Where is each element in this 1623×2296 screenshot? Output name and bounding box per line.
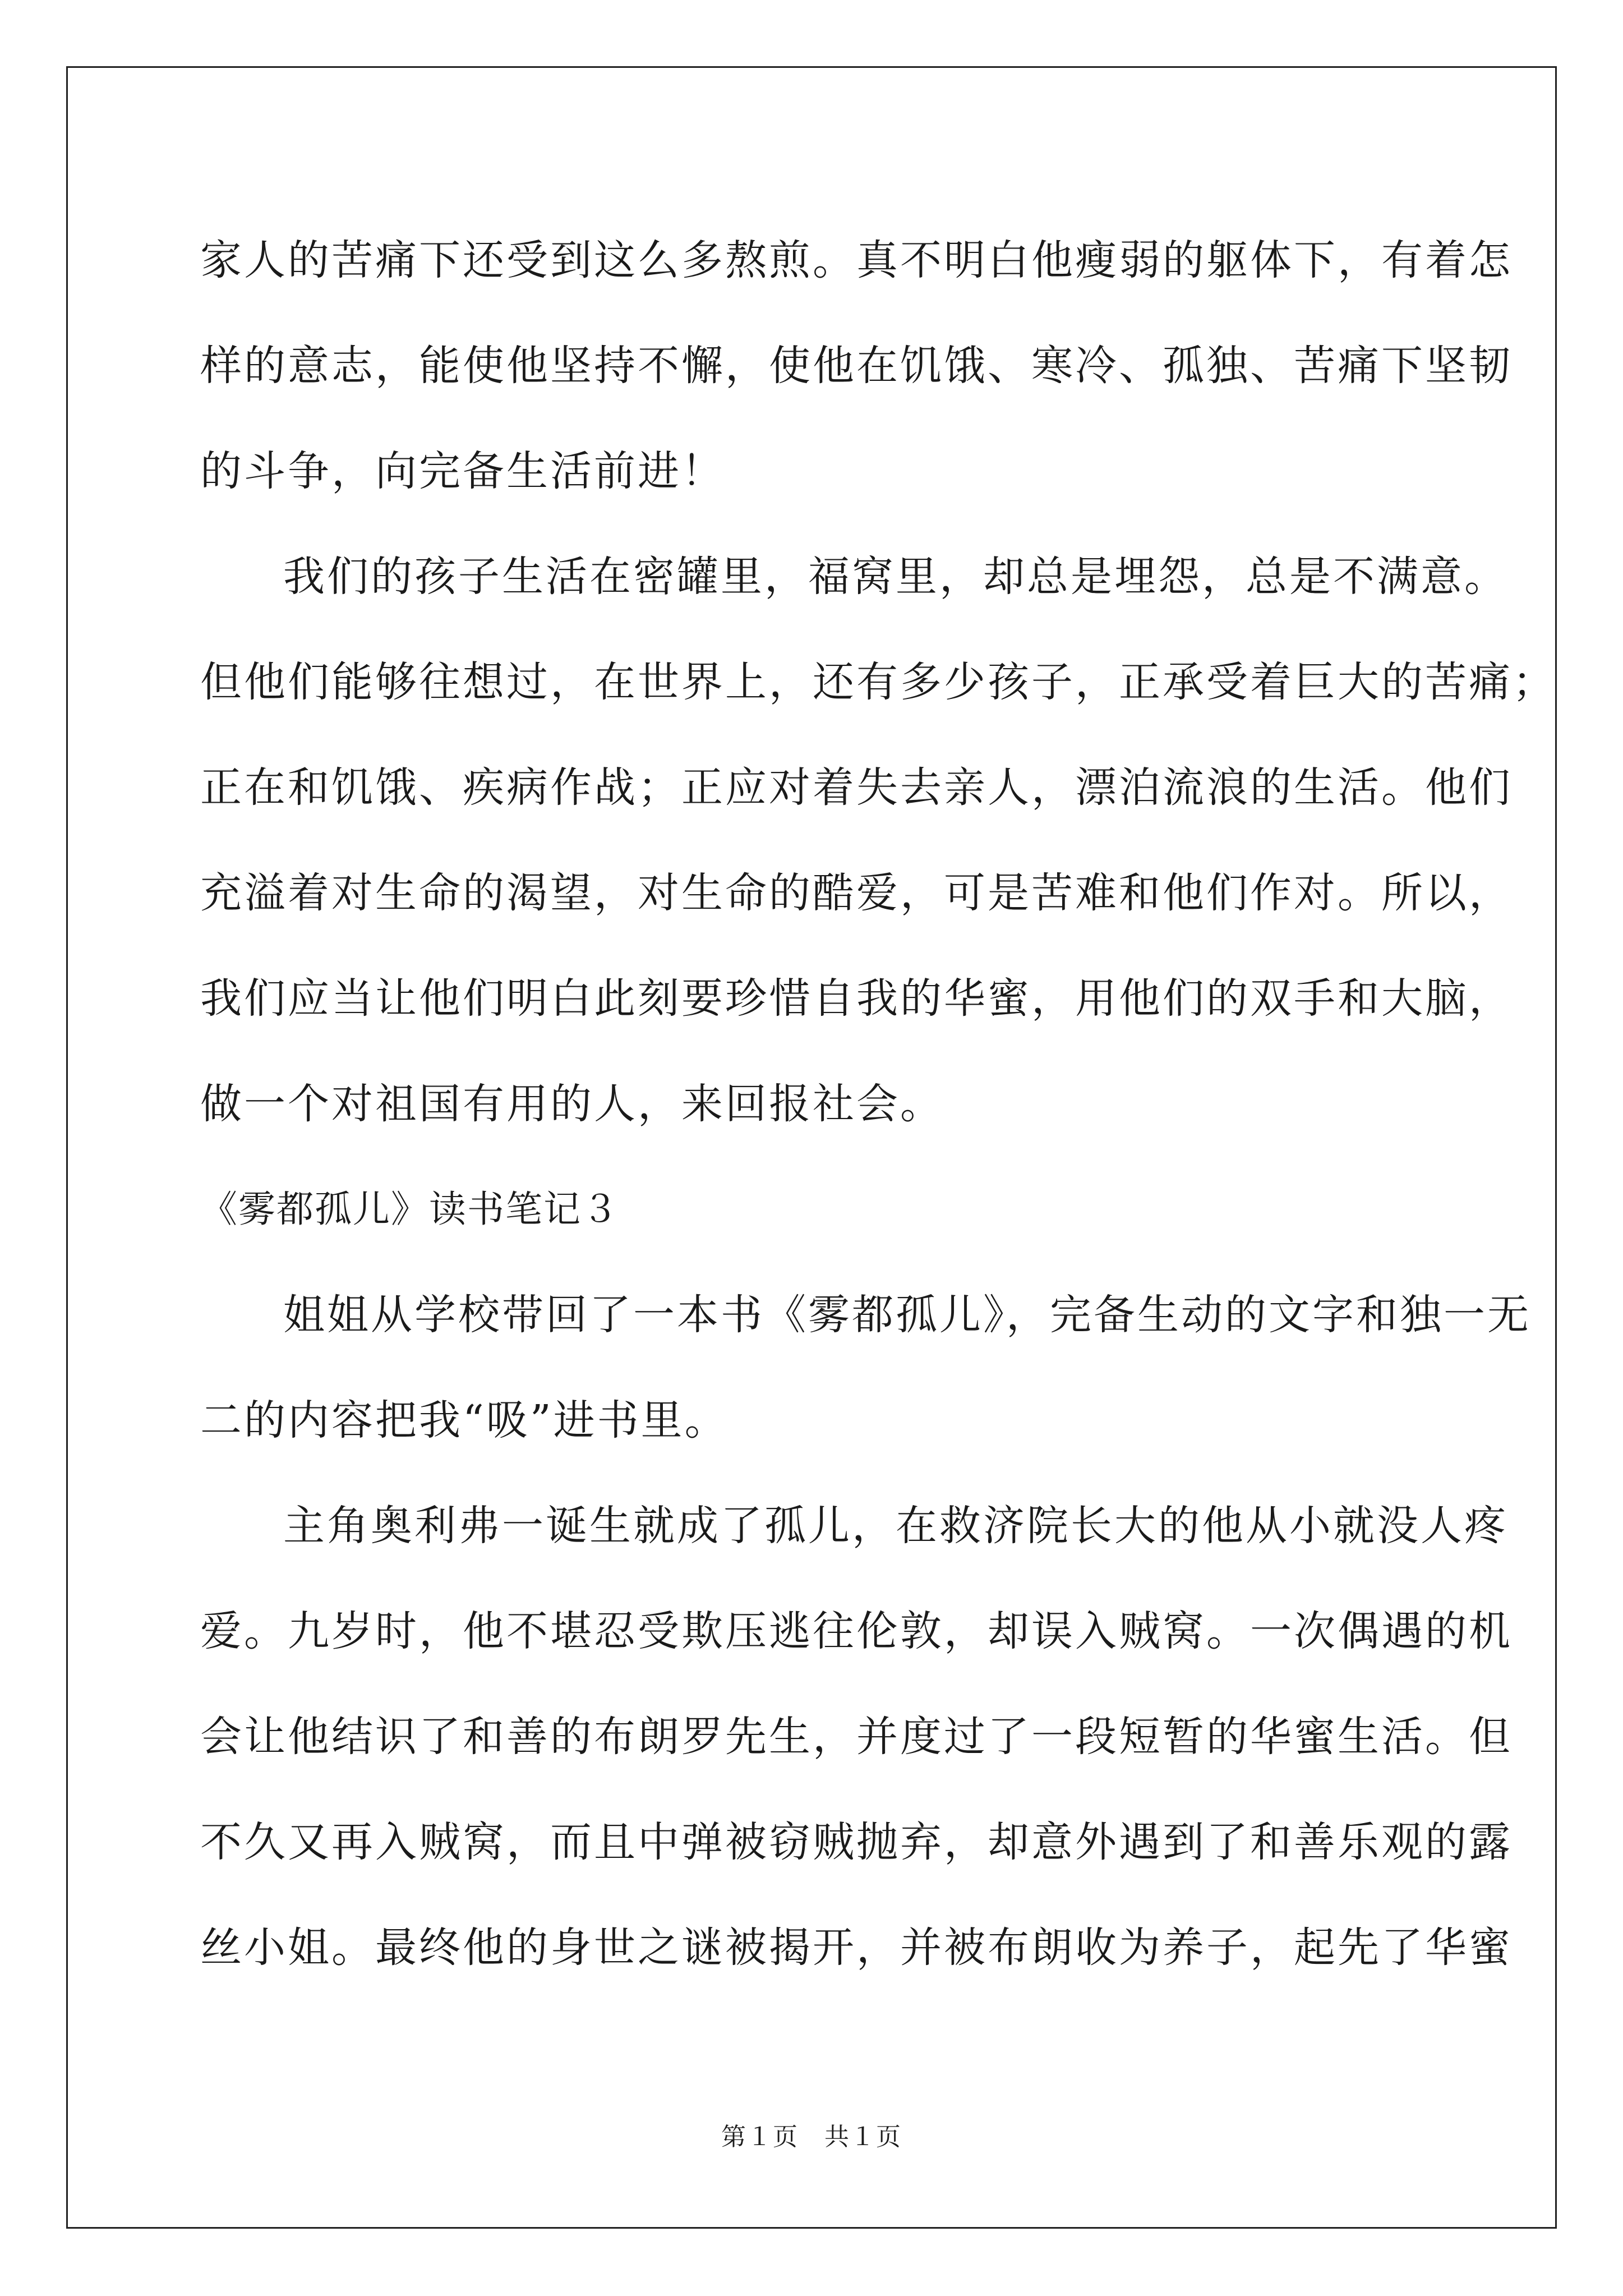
- text-line: 做一个对祖国有用的人，来回报社会。: [200, 1080, 944, 1128]
- paragraph-first-line: 我们的孩子生活在密罐里，福窝里，却总是埋怨，总是不满意。: [283, 553, 1508, 601]
- text-line: 爱。九岁时，他不堪忍受欺压逃往伦敦，却误入贼窝。一次偶遇的机: [200, 1607, 1513, 1655]
- text-line: 的斗争，向完备生活前进！: [200, 447, 725, 495]
- page-number: 第１页 共１页: [721, 2123, 902, 2151]
- text-line: 但他们能够往想过，在世界上，还有多少孩子，正承受着巨大的苦痛；: [200, 658, 1556, 706]
- text-line: 我们应当让他们明白此刻要珍惜自我的华蜜，用他们的双手和大脑，: [200, 974, 1513, 1023]
- text-line: 正在和饥饿、疾病作战；正应对着失去亲人，漂泊流浪的生活。他们: [200, 763, 1513, 812]
- text-line: 会让他结识了和善的布朗罗先生，并度过了一段短暂的华蜜生活。但: [200, 1713, 1513, 1761]
- paragraph-first-line: 姐姐从学校带回了一本书《雾都孤儿》，完备生动的文字和独一无: [283, 1291, 1531, 1339]
- text-line: 样的意志，能使他坚持不懈，使他在饥饿、寒冷、孤独、苦痛下坚韧: [200, 342, 1513, 390]
- text-line: 不久又再入贼窝，而且中弹被窃贼抛弃，却意外遇到了和善乐观的露: [200, 1818, 1513, 1866]
- text-line: 充溢着对生命的渴望，对生命的酷爱，可是苦难和他们作对。所以，: [200, 869, 1513, 917]
- text-line: 丝小姐。最终他的身世之谜被揭开，并被布朗收为养子，起先了华蜜: [200, 1924, 1513, 1972]
- paragraph-first-line: 主角奥利弗一诞生就成了孤儿，在救济院长大的他从小就没人疼: [283, 1502, 1508, 1550]
- section-heading: 《雾都孤儿》读书笔记３: [200, 1188, 620, 1231]
- document-body: [200, 208, 1556, 2000]
- text-line: 二的内容把我“吸”进书里。: [200, 1396, 728, 1444]
- text-line: 家人的苦痛下还受到这么多熬煎。真不明白他瘦弱的躯体下，有着怎: [200, 236, 1513, 284]
